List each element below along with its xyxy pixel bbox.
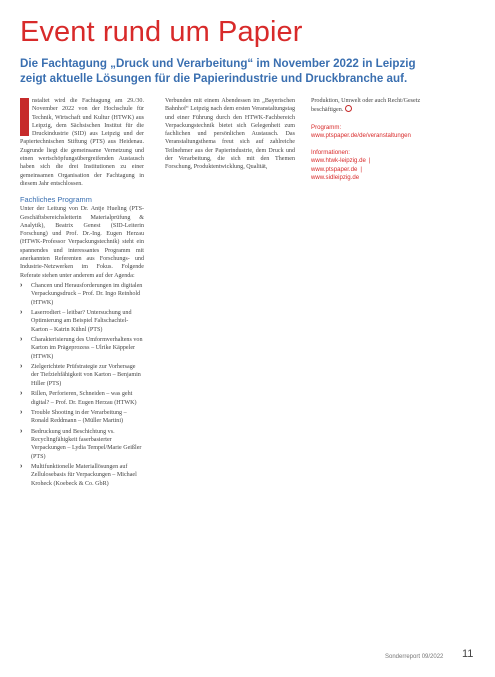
list-item: › Trouble Shooting in der Verarbeitung – Ronald Reddmann – (Müller Martini) bbox=[20, 409, 127, 425]
lead-paragraph bbox=[20, 97, 144, 188]
program-heading: Fachliches Programm bbox=[20, 195, 92, 205]
info-label: Informationen: bbox=[311, 149, 350, 157]
subtitle-line-1: Die Fachtagung „Druck und Verarbeitung“ im November 2022 in Leipzig bbox=[20, 57, 416, 70]
list-item: › Charakterisierung des Umformverhaltens von Karton im Prägeprozess – Ulrike Käppeler (HTWK) bbox=[20, 336, 143, 360]
chevron-right-icon: › bbox=[20, 309, 23, 317]
chevron-right-icon: › bbox=[20, 409, 23, 417]
list-item: › Chancen und Herausforderungen im digitalen Verpackungsdruck – Prof. Dr. Ingo Reinhold (HTWK) bbox=[20, 281, 143, 306]
column-2-text: Verbunden mit einem Abendessen im „Bayerischen Bahnhof“ Leipzig nach dem ersten Veranstaltungstag und einer Führung durch den HTWK-Fachbereich Verpackungstechnik bietet sich Gelegenheit zum fachlichen und persönlichen Austausch. Das Veranstaltungsthema freut sich auf zahlreiche Teilnehmer aus der Papierindustrie, dem Druck und der Verarbeitung, die sich mit den Themen Forschung, Produktentwicklung, Qualität, bbox=[165, 98, 295, 171]
info-link-row bbox=[311, 174, 451, 182]
chevron-right-icon: › bbox=[20, 363, 23, 371]
footer-issue: Sonderreport 09/2022 bbox=[385, 654, 444, 660]
list-item: › Multifunktionelle Materiallösungen auf Zellulosebasis für Verpackungen – Michael Kroheck (Koebeck & Co. GbR) bbox=[20, 463, 137, 487]
program-label: Programm: bbox=[311, 123, 342, 131]
circle-end-mark-icon bbox=[345, 105, 352, 112]
pts-link[interactable]: www.ptspaper.de bbox=[311, 165, 358, 173]
htwk-link[interactable]: www.htwk-leipzig.de bbox=[311, 157, 366, 165]
program-list bbox=[20, 282, 144, 488]
info-link-row bbox=[311, 157, 451, 165]
list-item: › Rillen, Perforieren, Schneiden – was geht digital? – Prof. Dr. Eugen Herzau (HTWK) bbox=[20, 390, 137, 406]
chevron-right-icon: › bbox=[20, 463, 23, 471]
lead-text: nstaltet wird die Fachtagung am 29./30. November 2022 von der Hochschule für Technik, Wirtschaft und Kultur (HTWK) aus Leipzig, dem Sächsischen Institut für die Druckindustrie (SID) aus Leipzig und der Papiertechnischen Stiftung (PTS) aus Heidenau. Zugrunde liegt die gemeinsame Vernetzung und einen wertschöpfungsübergreifenden Austausch haben sich die drei Institutionen zu einer gemeinsamen Organisation der Fachtagung in diesem Jahr entschlossen. bbox=[20, 98, 144, 187]
article-subtitle bbox=[20, 56, 480, 86]
program-intro: Unter der Leitung von Dr. Antje Hueling (PTS-Geschäftsbereichsleiterin Materialprüfung & Analytik), Beatrix Genest (SID-Leiterin Forschung) und Prof. Dr.-Ing. Eugen Herzau (HTWK-Professor Verpackungstechnik) steht ein spannendes und interessantes Programm mit anerkannten Referenten aus Forschungs- und Industrie-Netzwerken im Fokus. Folgende Referate stehen unter anderem auf der Agenda: bbox=[20, 206, 144, 279]
text-column-3 bbox=[311, 97, 451, 182]
page-number: 11 bbox=[462, 648, 474, 660]
list-item: › Zielgerichtete Prüfstrategie zur Vorhersage der Tiefziehfähigkeit von Karton – Benjamin Hiller (PTS) bbox=[20, 363, 141, 387]
column-3-text: Produktion, Umwelt oder auch Recht/Gesetz beschäftigen. bbox=[311, 98, 421, 114]
program-link[interactable]: www.ptspaper.de/de/veranstaltungen bbox=[311, 131, 411, 139]
chevron-right-icon: › bbox=[20, 336, 23, 344]
drop-cap-bar bbox=[20, 98, 29, 136]
chevron-right-icon: › bbox=[20, 427, 23, 435]
info-link-row bbox=[311, 166, 451, 174]
text-column-2 bbox=[165, 97, 295, 172]
sid-link[interactable]: www.sidleipzig.de bbox=[311, 174, 360, 182]
chevron-right-icon: › bbox=[20, 390, 23, 398]
article-title: Event rund um Papier bbox=[20, 16, 303, 48]
link-separator: | bbox=[360, 165, 363, 173]
list-item: › Laserrodiert – leitbar? Untersuchung und Optimierung am Beispiel Faltschachtel-Karton – Katrin Kühnl (PTS) bbox=[20, 309, 132, 333]
list-item: › Bedruckung und Beschichtung vs. Recyclingfähigkeit faserbasierter Verpackungen – Lydia Tempel/Marie Geißler (PTS) bbox=[20, 427, 142, 460]
link-separator: | bbox=[368, 157, 371, 165]
chevron-right-icon: › bbox=[20, 281, 23, 289]
subtitle-line-2: zeigt aktuelle Lösungen für die Papierindustrie und Druckbranche auf. bbox=[20, 72, 408, 85]
text-column-1 bbox=[20, 97, 144, 490]
